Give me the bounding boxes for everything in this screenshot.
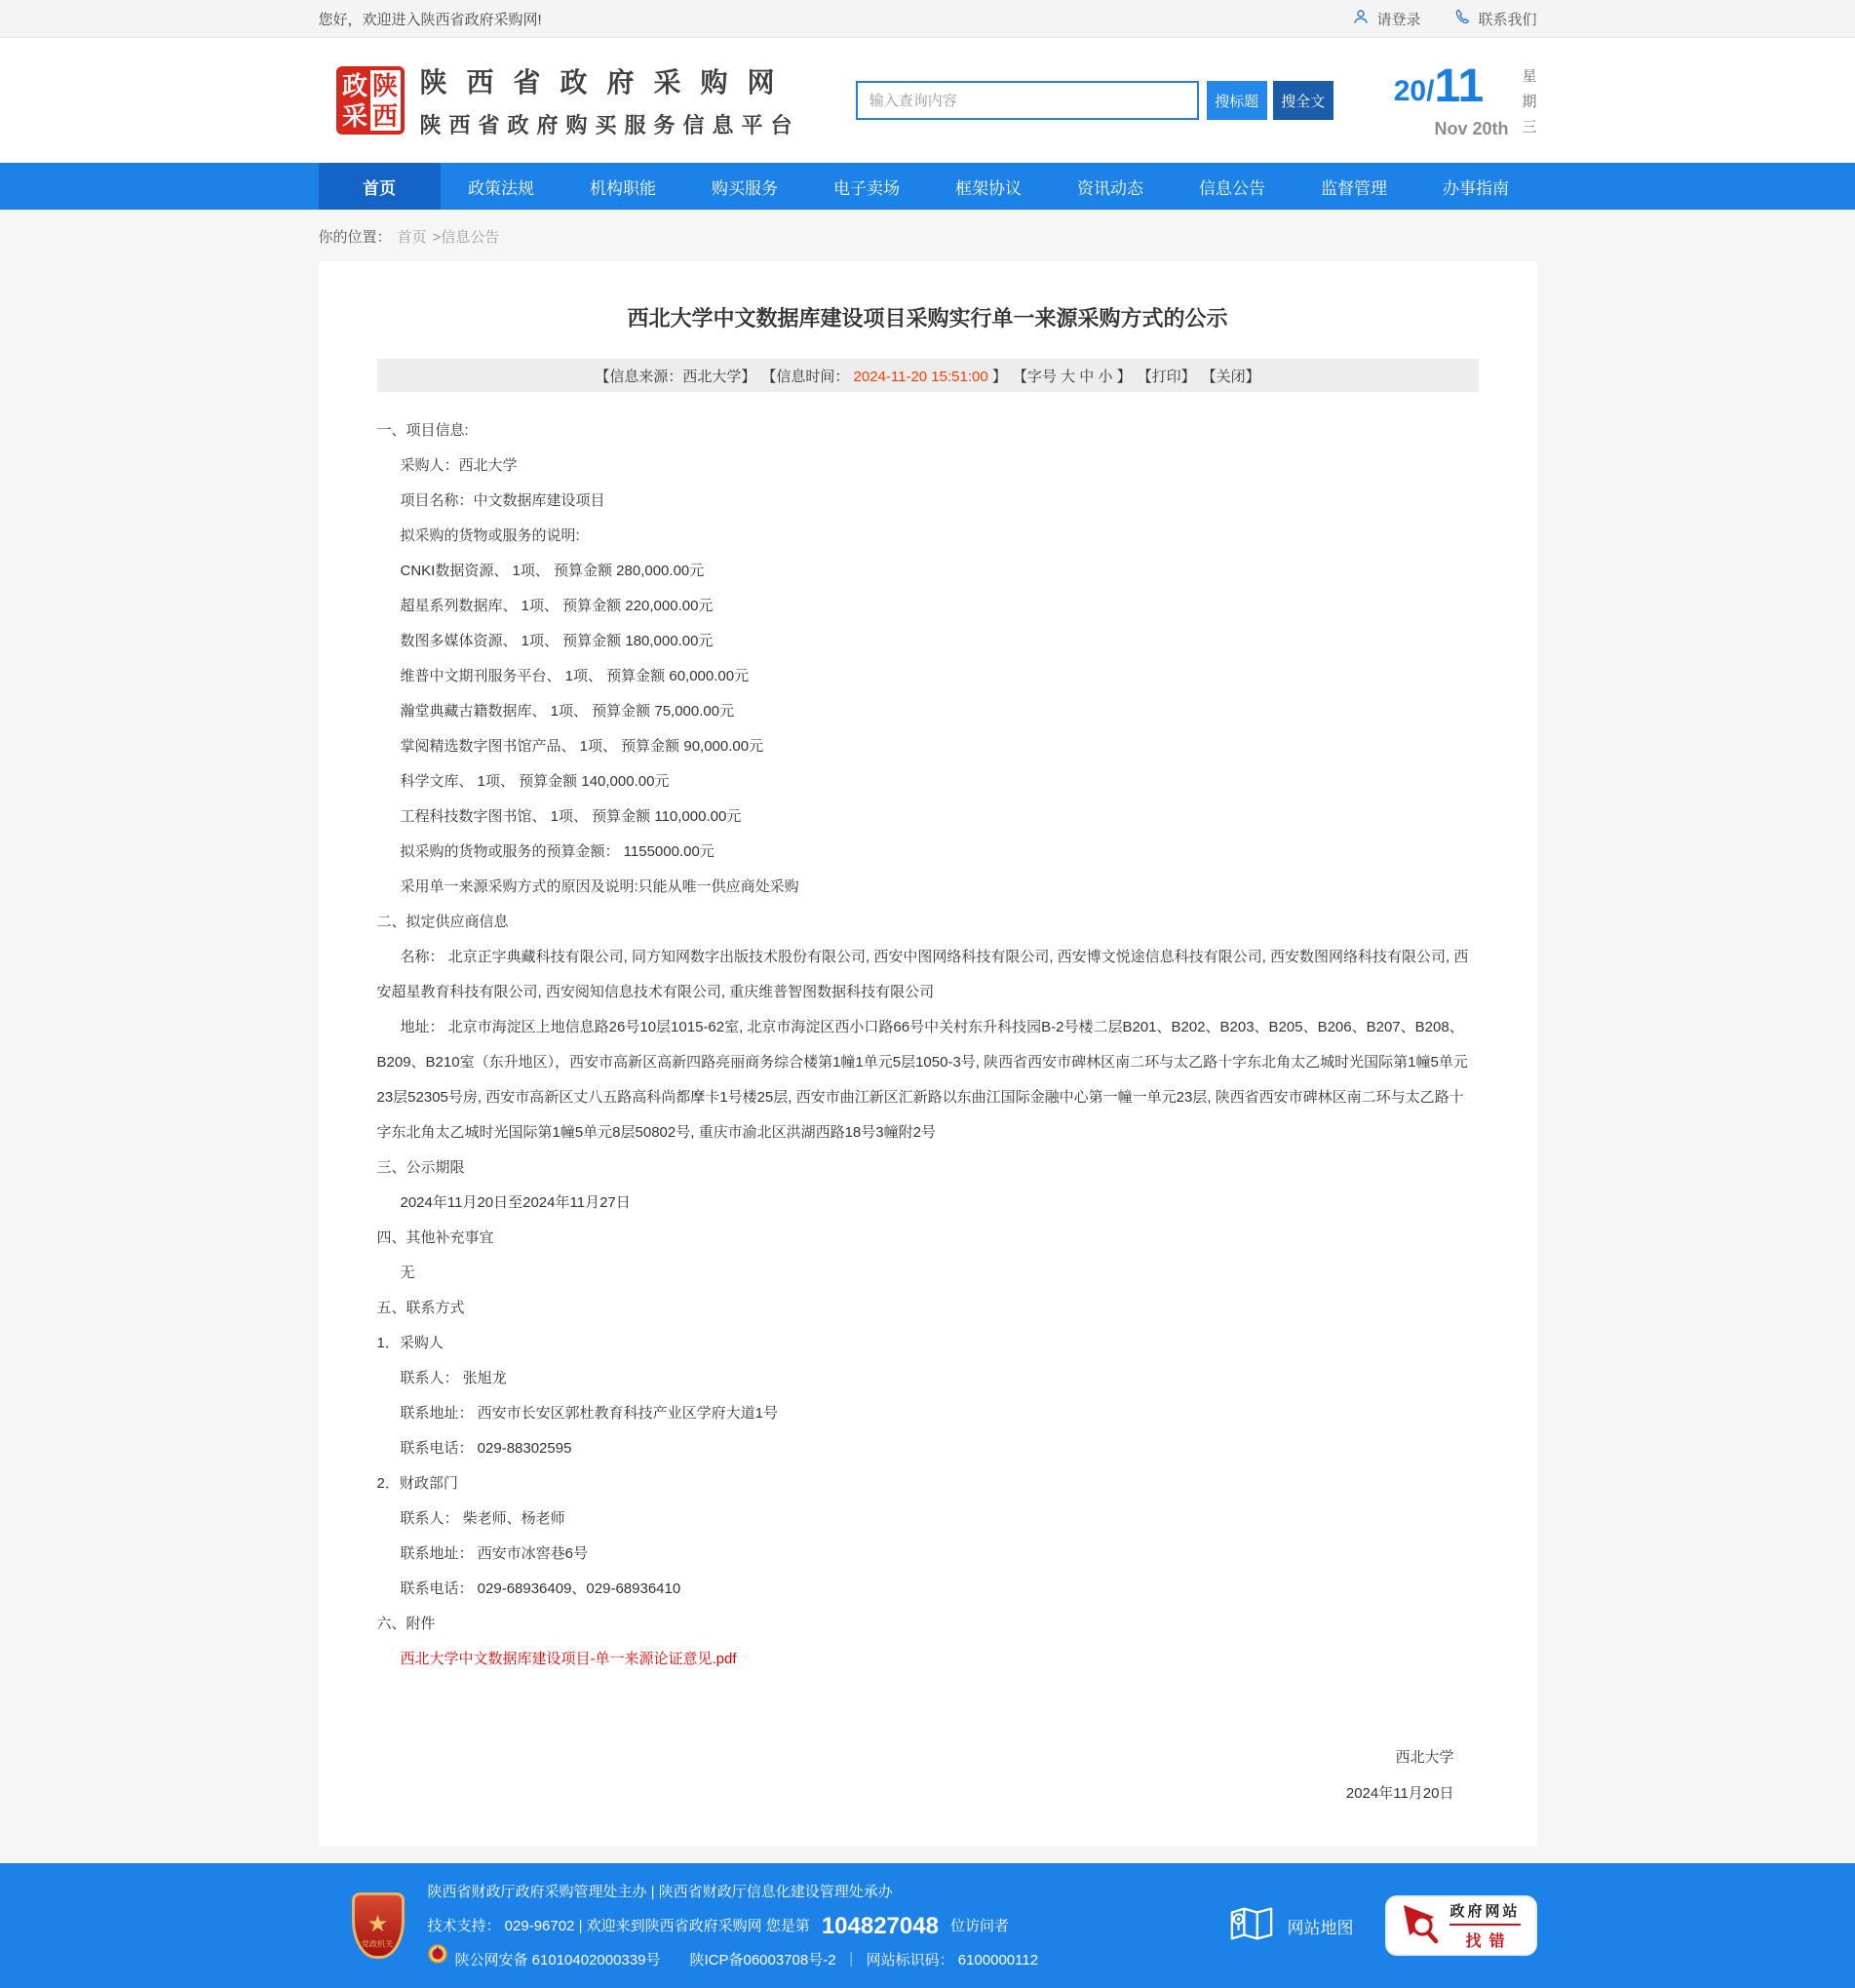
article-paragraph: 地址： 北京市海淀区上地信息路26号10层1015-62室, 北京市海淀区西小口路66号中关村东升科技园B-2号楼二层B201、B202、B203、B205、B206、B207、B208、B209、B210室（东升地区），西安市高新区高新四路亮丽商务综合楼第1幢1单元5层1050-3号, 陕西省西安市碑林区南二环与太乙路十字东北角太乙城时光国际第1幢5单元 23层52305号房, 西安市高新区丈八五路高科尚都摩卡1号楼25层, 西安市曲江新区汇新路以东曲江国际金融中心第一幢一单元23层, 陕西省西安市碑林区南二环与太乙路十字东北角太乙城时光国际第1幢5单元8层50802号, 重庆市渝北区洪湖西路18号3幢附2号 xyxy=(376,1019,1468,1141)
article-paragraph: 1．采购人 xyxy=(376,1335,444,1351)
nav-item[interactable]: 政策法规 xyxy=(468,178,534,198)
article-signature xyxy=(377,1739,1479,1812)
article-paragraph: 二、拟定供应商信息 xyxy=(376,914,509,930)
footer-support-line: 技术支持： 029-96702 | 欢迎来到陕西省政府采购网 您是第 104827048 位访问者 xyxy=(428,1909,1039,1943)
article-paragraph: 项目名称：中文数据库建设项目 xyxy=(400,492,605,509)
article-paragraph: 拟采购的货物或服务的说明: xyxy=(400,527,580,544)
date-english: Nov 20th xyxy=(1434,119,1509,138)
nav-item[interactable]: 资讯动态 xyxy=(1077,178,1143,198)
visitor-count: 104827048 xyxy=(821,1912,939,1939)
nav-item[interactable]: 机构职能 xyxy=(590,178,656,198)
icp-beian-link[interactable]: 陕ICP备06003708号-2 xyxy=(689,1951,836,1969)
article-paragraph: 2．财政部门 xyxy=(376,1475,458,1492)
police-badge-icon xyxy=(428,1943,447,1977)
gov-site-error-report-badge[interactable]: 政府网站 找错 xyxy=(1387,1897,1535,1954)
login-label: 请登录 xyxy=(1376,11,1421,28)
site-logo xyxy=(336,66,405,135)
party-gov-badge: ★ 党政机关 xyxy=(352,1892,405,1959)
article-paragraph: 科学文库、 1项、 预算金额 140,000.00元 xyxy=(400,773,670,790)
login-link[interactable] xyxy=(1352,8,1420,29)
nav-item[interactable]: 首页 xyxy=(319,163,441,210)
gongan-beian-link[interactable]: 陕公网安备 61010402000339号 xyxy=(454,1951,661,1969)
fontsize-small-button[interactable]: 小 xyxy=(1098,368,1113,385)
article-body xyxy=(377,413,1479,1677)
top-bar xyxy=(0,0,1855,38)
article-paragraph: 一、项目信息: xyxy=(376,422,469,439)
site-footer xyxy=(0,1863,1855,1988)
site-header xyxy=(0,38,1855,163)
breadcrumb-label: 你的位置： xyxy=(318,229,392,246)
date-day: 20 xyxy=(1393,75,1427,107)
article-paragraph: 拟采购的货物或服务的预算金额： 1155000.00元 xyxy=(400,843,715,860)
fontsize-large-button[interactable]: 大 xyxy=(1061,368,1076,385)
article-paragraph: 三、公示期限 xyxy=(376,1159,465,1176)
sitemap-label: 网站地图 xyxy=(1287,1918,1354,1937)
article-card xyxy=(319,261,1537,1847)
contact-us-link[interactable] xyxy=(1453,8,1536,29)
user-icon xyxy=(1352,8,1370,29)
flag-magnifier-icon xyxy=(1401,1902,1440,1950)
welcome-text: 您好，欢迎进入陕西省政府采购网! xyxy=(318,11,542,28)
nav-item[interactable]: 信息公告 xyxy=(1199,178,1265,198)
footer-beian-line: 陕公网安备 61010402000339号 陕ICP备06003708号-2 ｜ 网站标识码： 6100000112 xyxy=(428,1943,1039,1977)
meta-time: 【信息时间： 2024-11-20 15:51:00 】 xyxy=(761,368,1007,385)
nav-item[interactable]: 购买服务 xyxy=(712,178,778,198)
article-paragraph: 联系人： 柴老师、杨老师 xyxy=(400,1510,565,1527)
logo-char: 采 xyxy=(340,100,370,131)
date-month: 11 xyxy=(1434,60,1485,112)
party-gov-badge-label: 党政机关 xyxy=(362,1939,394,1949)
article-paragraph: 工程科技数字图书馆、 1项、 预算金额 110,000.00元 xyxy=(400,808,742,825)
logo-char: 陕 xyxy=(370,70,401,100)
nav-item[interactable]: 电子卖场 xyxy=(833,178,900,198)
breadcrumb-current: >信息公告 xyxy=(432,229,500,246)
close-button[interactable]: 【关闭】 xyxy=(1201,368,1260,385)
article-paragraph: 五、联系方式 xyxy=(376,1300,465,1316)
signature-name: 西北大学 xyxy=(1395,1749,1454,1766)
nav-item[interactable]: 框架协议 xyxy=(955,178,1022,198)
article-paragraph xyxy=(377,1642,1479,1677)
date-separator: / xyxy=(1426,75,1435,107)
article-paragraph: 维普中文期刊服务平台、 1项、 预算金额 60,000.00元 xyxy=(400,668,750,684)
nav-item[interactable]: 监督管理 xyxy=(1321,178,1387,198)
search-bar xyxy=(856,81,1333,120)
nav-item[interactable]: 办事指南 xyxy=(1443,178,1509,198)
meta-source: 【信息来源：西北大学】 xyxy=(595,368,756,385)
date-widget xyxy=(1393,60,1537,138)
fontsize-medium-button[interactable]: 中 xyxy=(1079,368,1095,385)
print-button[interactable]: 【打印】 xyxy=(1137,368,1196,385)
site-subtitle: 陕西省政府购买服务信息平台 xyxy=(419,113,800,137)
logo-char: 西 xyxy=(370,100,401,131)
search-title-button[interactable]: 搜标题 xyxy=(1207,81,1267,120)
breadcrumb xyxy=(319,226,1537,247)
article-paragraph: 六、附件 xyxy=(376,1616,436,1632)
article-paragraph: 四、其他补充事宜 xyxy=(376,1229,494,1246)
meta-fontsize: 【字号 大 中 小 】 xyxy=(1012,368,1132,385)
article-paragraph: 联系人： 张旭龙 xyxy=(400,1370,507,1386)
article-paragraph: 掌阅精选数字图书馆产品、 1项、 预算金额 90,000.00元 xyxy=(400,738,764,755)
attachment-pdf-link[interactable]: 西北大学中文数据库建设项目-单一来源论证意见.pdf xyxy=(400,1651,737,1667)
article-paragraph: 联系地址： 西安市长安区郭杜教育科技产业区学府大道1号 xyxy=(400,1405,779,1422)
article-title: 西北大学中文数据库建设项目采购实行单一来源采购方式的公示 xyxy=(627,306,1228,331)
contact-us-label: 联系我们 xyxy=(1478,11,1537,28)
breadcrumb-home-link[interactable]: 首页 xyxy=(397,229,427,246)
article-paragraph: 采用单一来源采购方式的原因及说明:只能从唯一供应商处采购 xyxy=(400,878,799,895)
weekday-label: 星 期 三 xyxy=(1522,68,1537,136)
search-fulltext-button[interactable]: 搜全文 xyxy=(1273,81,1333,120)
article-paragraph: CNKI数据资源、 1项、 预算金额 280,000.00元 xyxy=(400,563,705,579)
article-paragraph: 名称： 北京正字典藏科技有限公司, 同方知网数字出版技术股份有限公司, 西安中图网络科技有限公司, 西安博文悦途信息科技有限公司, 西安数图网络科技有限公司, 西安超星教育科技有限公司, 西安阅知信息技术有限公司, 重庆维普智图数据科技有限公司 xyxy=(376,949,1469,1000)
article-paragraph: 瀚堂典藏古籍数据库、 1项、 预算金额 75,000.00元 xyxy=(400,703,735,720)
article-paragraph: 采购人：西北大学 xyxy=(400,457,518,474)
footer-organizer-line: 陕西省财政厅政府采购管理处主办 | 陕西省财政厅信息化建设管理处承办 xyxy=(427,1883,893,1900)
site-code: 网站标识码： 6100000112 xyxy=(866,1951,1039,1969)
main-nav xyxy=(0,163,1855,210)
article-paragraph: 2024年11月20日至2024年11月27日 xyxy=(400,1194,631,1211)
article-paragraph: 联系电话： 029-88302595 xyxy=(400,1440,572,1457)
search-input[interactable] xyxy=(856,81,1199,120)
article-paragraph: 联系电话： 029-68936409、029-68936410 xyxy=(400,1580,681,1597)
article-paragraph: 数图多媒体资源、 1项、 预算金额 180,000.00元 xyxy=(400,633,714,649)
map-icon xyxy=(1229,1904,1274,1948)
signature-date: 2024年11月20日 xyxy=(1345,1785,1454,1802)
article-paragraph: 无 xyxy=(400,1265,415,1281)
article-meta-bar xyxy=(377,359,1479,392)
site-title: 陕西省政府采购网 xyxy=(419,67,794,97)
phone-icon xyxy=(1453,8,1471,29)
article-paragraph: 超星系列数据库、 1项、 预算金额 220,000.00元 xyxy=(400,598,714,614)
sitemap-link[interactable] xyxy=(1229,1904,1354,1948)
article-paragraph: 联系地址： 西安市冰窖巷6号 xyxy=(400,1545,589,1562)
logo-char: 政 xyxy=(340,70,370,100)
